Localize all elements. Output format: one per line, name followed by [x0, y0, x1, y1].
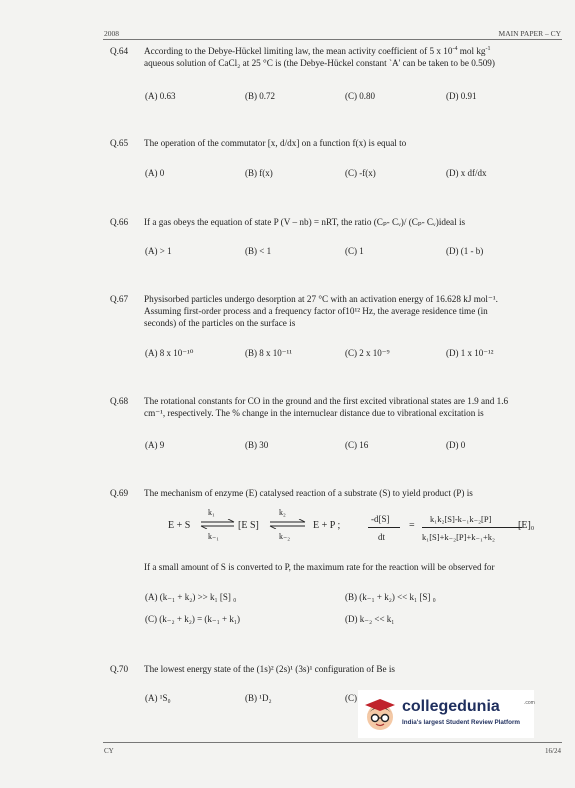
question-number: Q.67 — [110, 294, 129, 304]
option-a: (A) 9 — [145, 440, 165, 450]
header-divider — [103, 39, 562, 40]
option-a: (A) 0 — [145, 168, 165, 178]
question-number: Q.68 — [110, 396, 129, 406]
option-c: (C) -f(x) — [345, 168, 376, 178]
question-text: The operation of the commutator [x, d/dx] on a function f(x) is equal to — [144, 138, 407, 148]
question-text: Physisorbed particles undergo desorption at 27 °C with an activation energy of 16.628 kJ mol⁻¹. Assuming first-order process and a frequency factor of10¹² Hz, the average residence time (in seconds) of the particles on the surface is — [144, 294, 498, 328]
enzyme-total: [E]₀ — [518, 520, 535, 531]
collegedunia-watermark — [358, 690, 534, 738]
reactants: E + S — [168, 520, 191, 531]
rate-fraction-bar — [368, 527, 400, 528]
question-text: The mechanism of enzyme (E) catalysed reaction of a substrate (S) to yield product (P) is — [144, 488, 473, 498]
rate-law-numerator: k₁k₂[S]-k₋₁k₋₂[P] — [430, 514, 492, 524]
option-b: (B) 8 x 10⁻¹¹ — [245, 348, 292, 358]
option-b: (B) ¹D₂ — [245, 693, 272, 703]
brand-name: collegedunia — [402, 698, 500, 715]
option-b: (B) 30 — [245, 440, 269, 450]
option-a: (A) 0.63 — [145, 91, 176, 101]
rate-law-fraction-bar — [422, 527, 522, 528]
mechanism-equation — [168, 508, 548, 558]
exam-page: 2008 MAIN PAPER – CY Q.64 According to the Debye-Hückel limiting law, the mean activity coefficient of 5 x $10^{-4}$ mol $kg^{-1}$ aqueous solution of CaCl₂ at 25 °C is (the Debye-Hückel constant `A' can be taken to be 0.509) (A) 0.63 (B) 0.72 (C) 0.80 (D) 0.91 Q.65 The operation of the commutator [x, d/dx] on a function f(x) is equal to (A) 0 (B) f(x) (C) -f(x) (D) x df/dx Q.66 If a gas obeys the equation of state P (V – nb) = nRT, the ratio (Cₚ- Cᵥ)/ (Cₚ- Cᵥ)ideal is (A) > 1 (B) < 1 (C) 1 (D) (1 - b) Q.67 Physisorbed particles undergo desorption at 27 °C with an activation energy of 16.628 kJ mol⁻¹. Assuming first-order process and a frequency factor of10¹² Hz, the average residence time (in seconds) of the particles on the surface is (A) 8 x 10⁻¹⁰ (B) 8 x 10⁻¹¹ (C) 2 x 10⁻⁹ (D) 1 x 10⁻¹² Q.68 The rotational constants for CO in the ground and the first excited vibrational states are 1.9 and 1.6 cm⁻¹, respectively. The % change in the internuclear distance due to vibrational excitation is (A) 9 (B) 30 (C) 16 (D) 0 Q.69 The mechanism of enzyme (E) catalysed reaction of a substrate (S) to yield product (P) is E + S k₁ k₋₁ [E S] k₂ k₋₂ E + P ; -d[S] dt = k₁k₂[S]-k₋₁k₋₂[P] k₁[S]+k₋₂[P]+k₋₁+k₂ [E]₀ If a small amount of S is converted to P, the maximum rate for the reaction will be observed for (A) (k₋₁ + k₂) >> k₁ [S] ₀ (B) (k₋₁ + k₂) << k₁ [S] ₀ (C) (k₋₂ + k₂) = (k₋₁ + k₁) (D) k₋₂ << k₁ Q.70 The lowest energy state of the (1s)² (2s)¹ (3s)¹ configuration of Be is (A) ¹S₀ (B) ¹D₂ (C) collegedunia .com India's largest Student Review Platform CY 16/24 — [104, 29, 561, 755]
rate-constant-k-1: k₋₁ — [208, 532, 220, 541]
option-c: (C) 2 x 10⁻⁹ — [345, 348, 390, 358]
option-d: (D) 1 x 10⁻¹² — [446, 348, 494, 358]
option-c: (C) 1 — [345, 246, 364, 256]
question-number: Q.65 — [110, 138, 129, 148]
brand-suffix: .com — [524, 700, 535, 706]
footer-page-number: 16/24 — [545, 747, 561, 755]
option-c: (C) (k₋₂ + k₂) = (k₋₁ + k₁) — [145, 614, 241, 624]
option-a: (A) ¹S₀ — [145, 693, 171, 703]
option-a: (A) 8 x 10⁻¹⁰ — [145, 348, 194, 358]
footer-code: CY — [104, 747, 114, 755]
equilibrium-arrow-1 — [200, 519, 236, 529]
question-number: Q.66 — [110, 217, 129, 227]
rate-constant-k2: k₂ — [279, 508, 286, 517]
option-b: (B) 0.72 — [245, 91, 275, 101]
student-mascot-icon — [362, 696, 398, 732]
option-d: (D) (1 - b) — [446, 246, 484, 256]
question-text: According to the Debye-Hückel limiting law, the mean activity coefficient of 5 x $10^{-4}$ mol $kg^{-1}$ aqueous solution of CaCl₂ at 25 °C is (the Debye-Hückel constant `A' can be taken to be 0.509) — [144, 45, 495, 68]
equilibrium-arrow-2 — [269, 519, 307, 529]
rate-numerator: -d[S] — [371, 514, 390, 524]
rate-law-denominator: k₁[S]+k₋₂[P]+k₋₁+k₂ — [422, 532, 495, 542]
rate-constant-k1: k₁ — [208, 508, 215, 517]
option-a: (A) > 1 — [145, 246, 172, 256]
option-c: (C) 0.80 — [345, 91, 375, 101]
products: E + P ; — [313, 520, 341, 531]
complex: [E S] — [238, 520, 259, 531]
option-d: (D) 0.91 — [446, 91, 477, 101]
option-d: (D) 0 — [446, 440, 466, 450]
question-number: Q.69 — [110, 488, 129, 498]
question-text: The rotational constants for CO in the ground and the first excited vibrational states are 1.9 and 1.6 cm⁻¹, respectively. The % change in the internuclear distance due to vibrational excitation is — [144, 396, 509, 418]
rate-denominator: dt — [378, 532, 386, 542]
brand-tagline: India's largest Student Review Platform — [402, 719, 521, 726]
option-d: (D) x df/dx — [446, 168, 487, 178]
question-text: If a gas obeys the equation of state P (V – nb) = nRT, the ratio (Cₚ- Cᵥ)/ (Cₚ- Cᵥ)ideal is — [144, 217, 466, 227]
option-c: (C) 16 — [345, 440, 369, 450]
footer-divider — [103, 742, 562, 743]
option-c: (C) — [345, 693, 357, 703]
header-paper: MAIN PAPER – CY — [498, 29, 561, 38]
option-b: (B) f(x) — [245, 168, 273, 178]
option-a: (A) (k₋₁ + k₂) >> k₁ [S] ₀ — [145, 592, 237, 602]
option-b: (B) < 1 — [245, 246, 272, 256]
equals-sign: = — [409, 520, 415, 531]
question-text: The lowest energy state of the (1s)² (2s)¹ (3s)¹ configuration of Be is — [144, 664, 395, 674]
question-number: Q.64 — [110, 46, 129, 56]
option-b: (B) (k₋₁ + k₂) << k₁ [S] ₀ — [345, 592, 436, 602]
header-year: 2008 — [104, 29, 119, 38]
rate-constant-k-2: k₋₂ — [279, 532, 291, 541]
option-d: (D) k₋₂ << k₁ — [345, 614, 395, 624]
question-number: Q.70 — [110, 664, 129, 674]
